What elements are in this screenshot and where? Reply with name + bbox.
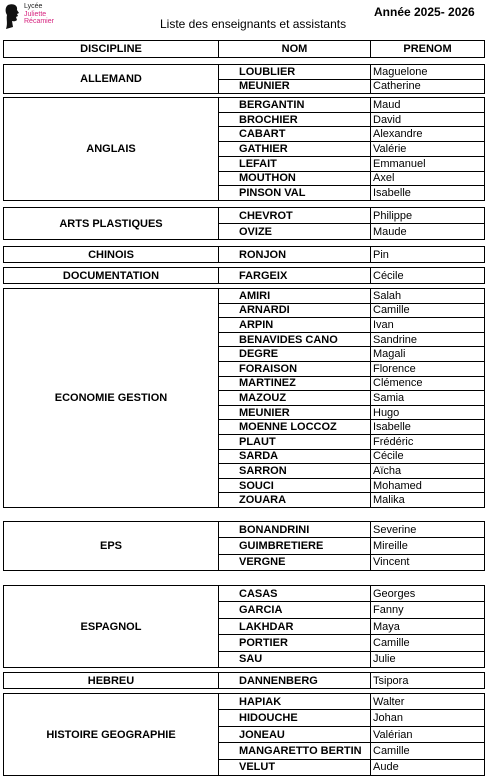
nom-cell: CASAS bbox=[219, 586, 371, 601]
nom-cell: DEGRE bbox=[219, 347, 371, 361]
nom-cell: CABART bbox=[219, 127, 371, 141]
table-row bbox=[219, 172, 484, 187]
prenom-cell: Samia bbox=[373, 391, 405, 404]
table-row bbox=[219, 619, 484, 635]
nom-cell: BROCHIER bbox=[219, 113, 371, 127]
table-row bbox=[219, 479, 484, 494]
nom-cell: ARPIN bbox=[219, 318, 371, 332]
table-row bbox=[219, 268, 484, 283]
table-row bbox=[219, 602, 484, 618]
nom-cell: FORAISON bbox=[219, 362, 371, 376]
nom-cell: LEFAIT bbox=[219, 157, 371, 171]
nom-cell: MAZOUZ bbox=[219, 391, 371, 405]
prenom-cell: Georges bbox=[373, 587, 416, 600]
prenom-cell: Ivan bbox=[373, 318, 394, 331]
prenom-cell: Maya bbox=[373, 620, 400, 633]
discipline-cell: HISTOIRE GEOGRAPHIE bbox=[4, 694, 219, 775]
profile-silhouette-icon bbox=[4, 3, 22, 31]
nom-cell: JONEAU bbox=[219, 727, 371, 742]
table-row bbox=[219, 333, 484, 348]
prenom-cell: Maguelone bbox=[373, 65, 428, 78]
logo-line2: Juliette bbox=[24, 10, 47, 18]
table-row bbox=[219, 406, 484, 421]
table-row bbox=[219, 635, 484, 651]
prenom-cell: Salah bbox=[373, 289, 402, 302]
table-row bbox=[219, 391, 484, 406]
header-nom: NOM bbox=[219, 41, 371, 57]
table-row bbox=[219, 98, 484, 113]
nom-cell: PORTIER bbox=[219, 635, 371, 650]
school-logo bbox=[4, 3, 74, 33]
group-hebreu bbox=[3, 672, 485, 689]
table-row bbox=[219, 113, 484, 128]
table-row bbox=[219, 186, 484, 200]
header-discipline: DISCIPLINE bbox=[4, 41, 219, 57]
table-row bbox=[219, 224, 484, 239]
discipline-cell: ALLEMAND bbox=[4, 65, 219, 93]
header-prenom: PRENOM bbox=[403, 43, 452, 55]
nom-cell: HAPIAK bbox=[219, 694, 371, 709]
nom-cell: FARGEIX bbox=[219, 268, 371, 283]
nom-cell: BENAVIDES CANO bbox=[219, 333, 371, 347]
nom-cell: SARRON bbox=[219, 464, 371, 478]
nom-cell: LOUBLIER bbox=[219, 65, 371, 79]
table-row bbox=[219, 208, 484, 224]
table-row bbox=[219, 743, 484, 759]
nom-cell: GUIMBRETIERE bbox=[219, 538, 371, 553]
prenom-cell: Magali bbox=[373, 348, 406, 361]
nom-cell: CHEVROT bbox=[219, 208, 371, 223]
nom-cell: MEUNIER bbox=[219, 80, 371, 94]
table-row bbox=[219, 586, 484, 602]
table-row bbox=[219, 760, 484, 775]
group-arts-plastiques bbox=[3, 207, 485, 240]
prenom-cell: Frédéric bbox=[373, 435, 414, 448]
table-row bbox=[219, 673, 484, 688]
nom-cell: DANNENBERG bbox=[219, 673, 371, 688]
prenom-cell: Vincent bbox=[373, 556, 410, 569]
table-row bbox=[219, 694, 484, 710]
nom-cell: SOUCI bbox=[219, 479, 371, 493]
table-row bbox=[219, 80, 484, 94]
table-row bbox=[219, 318, 484, 333]
prenom-cell: Maude bbox=[373, 225, 407, 238]
prenom-cell: Cécile bbox=[373, 269, 404, 282]
table-row bbox=[219, 127, 484, 142]
table-row bbox=[219, 65, 484, 80]
table-row bbox=[219, 652, 484, 667]
nom-cell: PINSON VAL bbox=[219, 186, 371, 200]
prenom-cell: Pin bbox=[373, 248, 389, 261]
nom-cell: RONJON bbox=[219, 247, 371, 262]
table-row bbox=[219, 289, 484, 304]
prenom-cell: Tsipora bbox=[373, 674, 409, 687]
discipline-cell: CHINOIS bbox=[4, 247, 219, 262]
table-row bbox=[219, 538, 484, 554]
group-documentation bbox=[3, 267, 485, 284]
nom-cell: AMIRI bbox=[219, 289, 371, 303]
prenom-cell: Mohamed bbox=[373, 479, 422, 492]
prenom-cell: Fanny bbox=[373, 604, 404, 617]
prenom-cell: Emmanuel bbox=[373, 157, 426, 170]
prenom-cell: Severine bbox=[373, 523, 417, 536]
prenom-cell: Camille bbox=[373, 636, 410, 649]
group-histoire-geographie bbox=[3, 693, 485, 776]
table-row bbox=[219, 450, 484, 465]
table-row bbox=[219, 347, 484, 362]
nom-cell: GATHIER bbox=[219, 142, 371, 156]
prenom-cell: Isabelle bbox=[373, 187, 411, 200]
discipline-cell: ARTS PLASTIQUES bbox=[4, 208, 219, 239]
prenom-cell: Aude bbox=[373, 761, 399, 774]
nom-cell: MOUTHON bbox=[219, 172, 371, 186]
table-row bbox=[219, 555, 484, 570]
table-row bbox=[219, 247, 484, 262]
group-espagnol bbox=[3, 585, 485, 668]
prenom-cell: Sandrine bbox=[373, 333, 418, 346]
table-row bbox=[219, 362, 484, 377]
group-economie-gestion bbox=[3, 288, 485, 508]
table-row bbox=[219, 464, 484, 479]
prenom-cell: Valérie bbox=[373, 143, 407, 156]
discipline-cell: ANGLAIS bbox=[4, 98, 219, 200]
table-row bbox=[219, 377, 484, 392]
nom-cell: OVIZE bbox=[219, 224, 371, 239]
nom-cell: VERGNE bbox=[219, 555, 371, 570]
discipline-cell: ESPAGNOL bbox=[4, 586, 219, 667]
prenom-cell: Johan bbox=[373, 712, 403, 725]
table-row bbox=[219, 727, 484, 743]
table-row bbox=[219, 435, 484, 450]
nom-cell: MEUNIER bbox=[219, 406, 371, 420]
group-chinois bbox=[3, 246, 485, 263]
document-title: Liste des enseignants et assistants bbox=[160, 17, 347, 31]
discipline-cell: ECONOMIE GESTION bbox=[4, 289, 219, 507]
nom-cell: HIDOUCHE bbox=[219, 710, 371, 725]
group-allemand bbox=[3, 64, 485, 94]
prenom-cell: Cécile bbox=[373, 450, 404, 463]
nom-cell: BERGANTIN bbox=[219, 98, 371, 112]
group-anglais bbox=[3, 97, 485, 201]
table-row bbox=[219, 304, 484, 319]
prenom-cell: Philippe bbox=[373, 209, 413, 222]
prenom-cell: Clémence bbox=[373, 377, 423, 390]
prenom-cell: David bbox=[373, 113, 402, 126]
prenom-cell: Camille bbox=[373, 304, 410, 317]
discipline-cell: DOCUMENTATION bbox=[4, 268, 219, 283]
table-row bbox=[219, 157, 484, 172]
table-header bbox=[3, 40, 485, 58]
prenom-cell: Catherine bbox=[373, 80, 421, 93]
prenom-cell: Malika bbox=[373, 494, 405, 507]
logo-line1: Lycée bbox=[24, 3, 43, 10]
prenom-cell: Camille bbox=[373, 744, 410, 757]
nom-cell: PLAUT bbox=[219, 435, 371, 449]
table-row bbox=[219, 142, 484, 157]
logo-line3: Récamier bbox=[24, 18, 54, 25]
prenom-cell: Aïcha bbox=[373, 464, 402, 477]
table-row bbox=[219, 420, 484, 435]
prenom-cell: Valérian bbox=[373, 728, 413, 741]
school-year: Année 2025- 2026 bbox=[374, 5, 475, 19]
prenom-cell: Isabelle bbox=[373, 421, 411, 434]
nom-cell: GARCIA bbox=[219, 602, 371, 617]
prenom-cell: Alexandre bbox=[373, 128, 423, 141]
prenom-cell: Julie bbox=[373, 653, 396, 666]
table-row bbox=[219, 710, 484, 726]
prenom-cell: Axel bbox=[373, 172, 395, 185]
nom-cell: ARNARDI bbox=[219, 304, 371, 318]
nom-cell: SARDA bbox=[219, 450, 371, 464]
prenom-cell: Florence bbox=[373, 362, 416, 375]
table-row bbox=[219, 522, 484, 538]
nom-cell: VELUT bbox=[219, 760, 371, 775]
nom-cell: MARTINEZ bbox=[219, 377, 371, 391]
discipline-cell: HEBREU bbox=[4, 673, 219, 688]
prenom-cell: Walter bbox=[373, 695, 405, 708]
nom-cell: LAKHDAR bbox=[219, 619, 371, 634]
nom-cell: MANGARETTO BERTIN bbox=[219, 743, 371, 758]
nom-cell: ZOUARA bbox=[219, 493, 371, 507]
table-row bbox=[219, 493, 484, 507]
prenom-cell: Maud bbox=[373, 98, 401, 111]
prenom-cell: Hugo bbox=[373, 406, 400, 419]
nom-cell: BONANDRINI bbox=[219, 522, 371, 537]
group-eps bbox=[3, 521, 485, 571]
nom-cell: SAU bbox=[219, 652, 371, 667]
prenom-cell: Mireille bbox=[373, 539, 408, 552]
nom-cell: MOENNE LOCCOZ bbox=[219, 420, 371, 434]
discipline-cell: EPS bbox=[4, 522, 219, 570]
